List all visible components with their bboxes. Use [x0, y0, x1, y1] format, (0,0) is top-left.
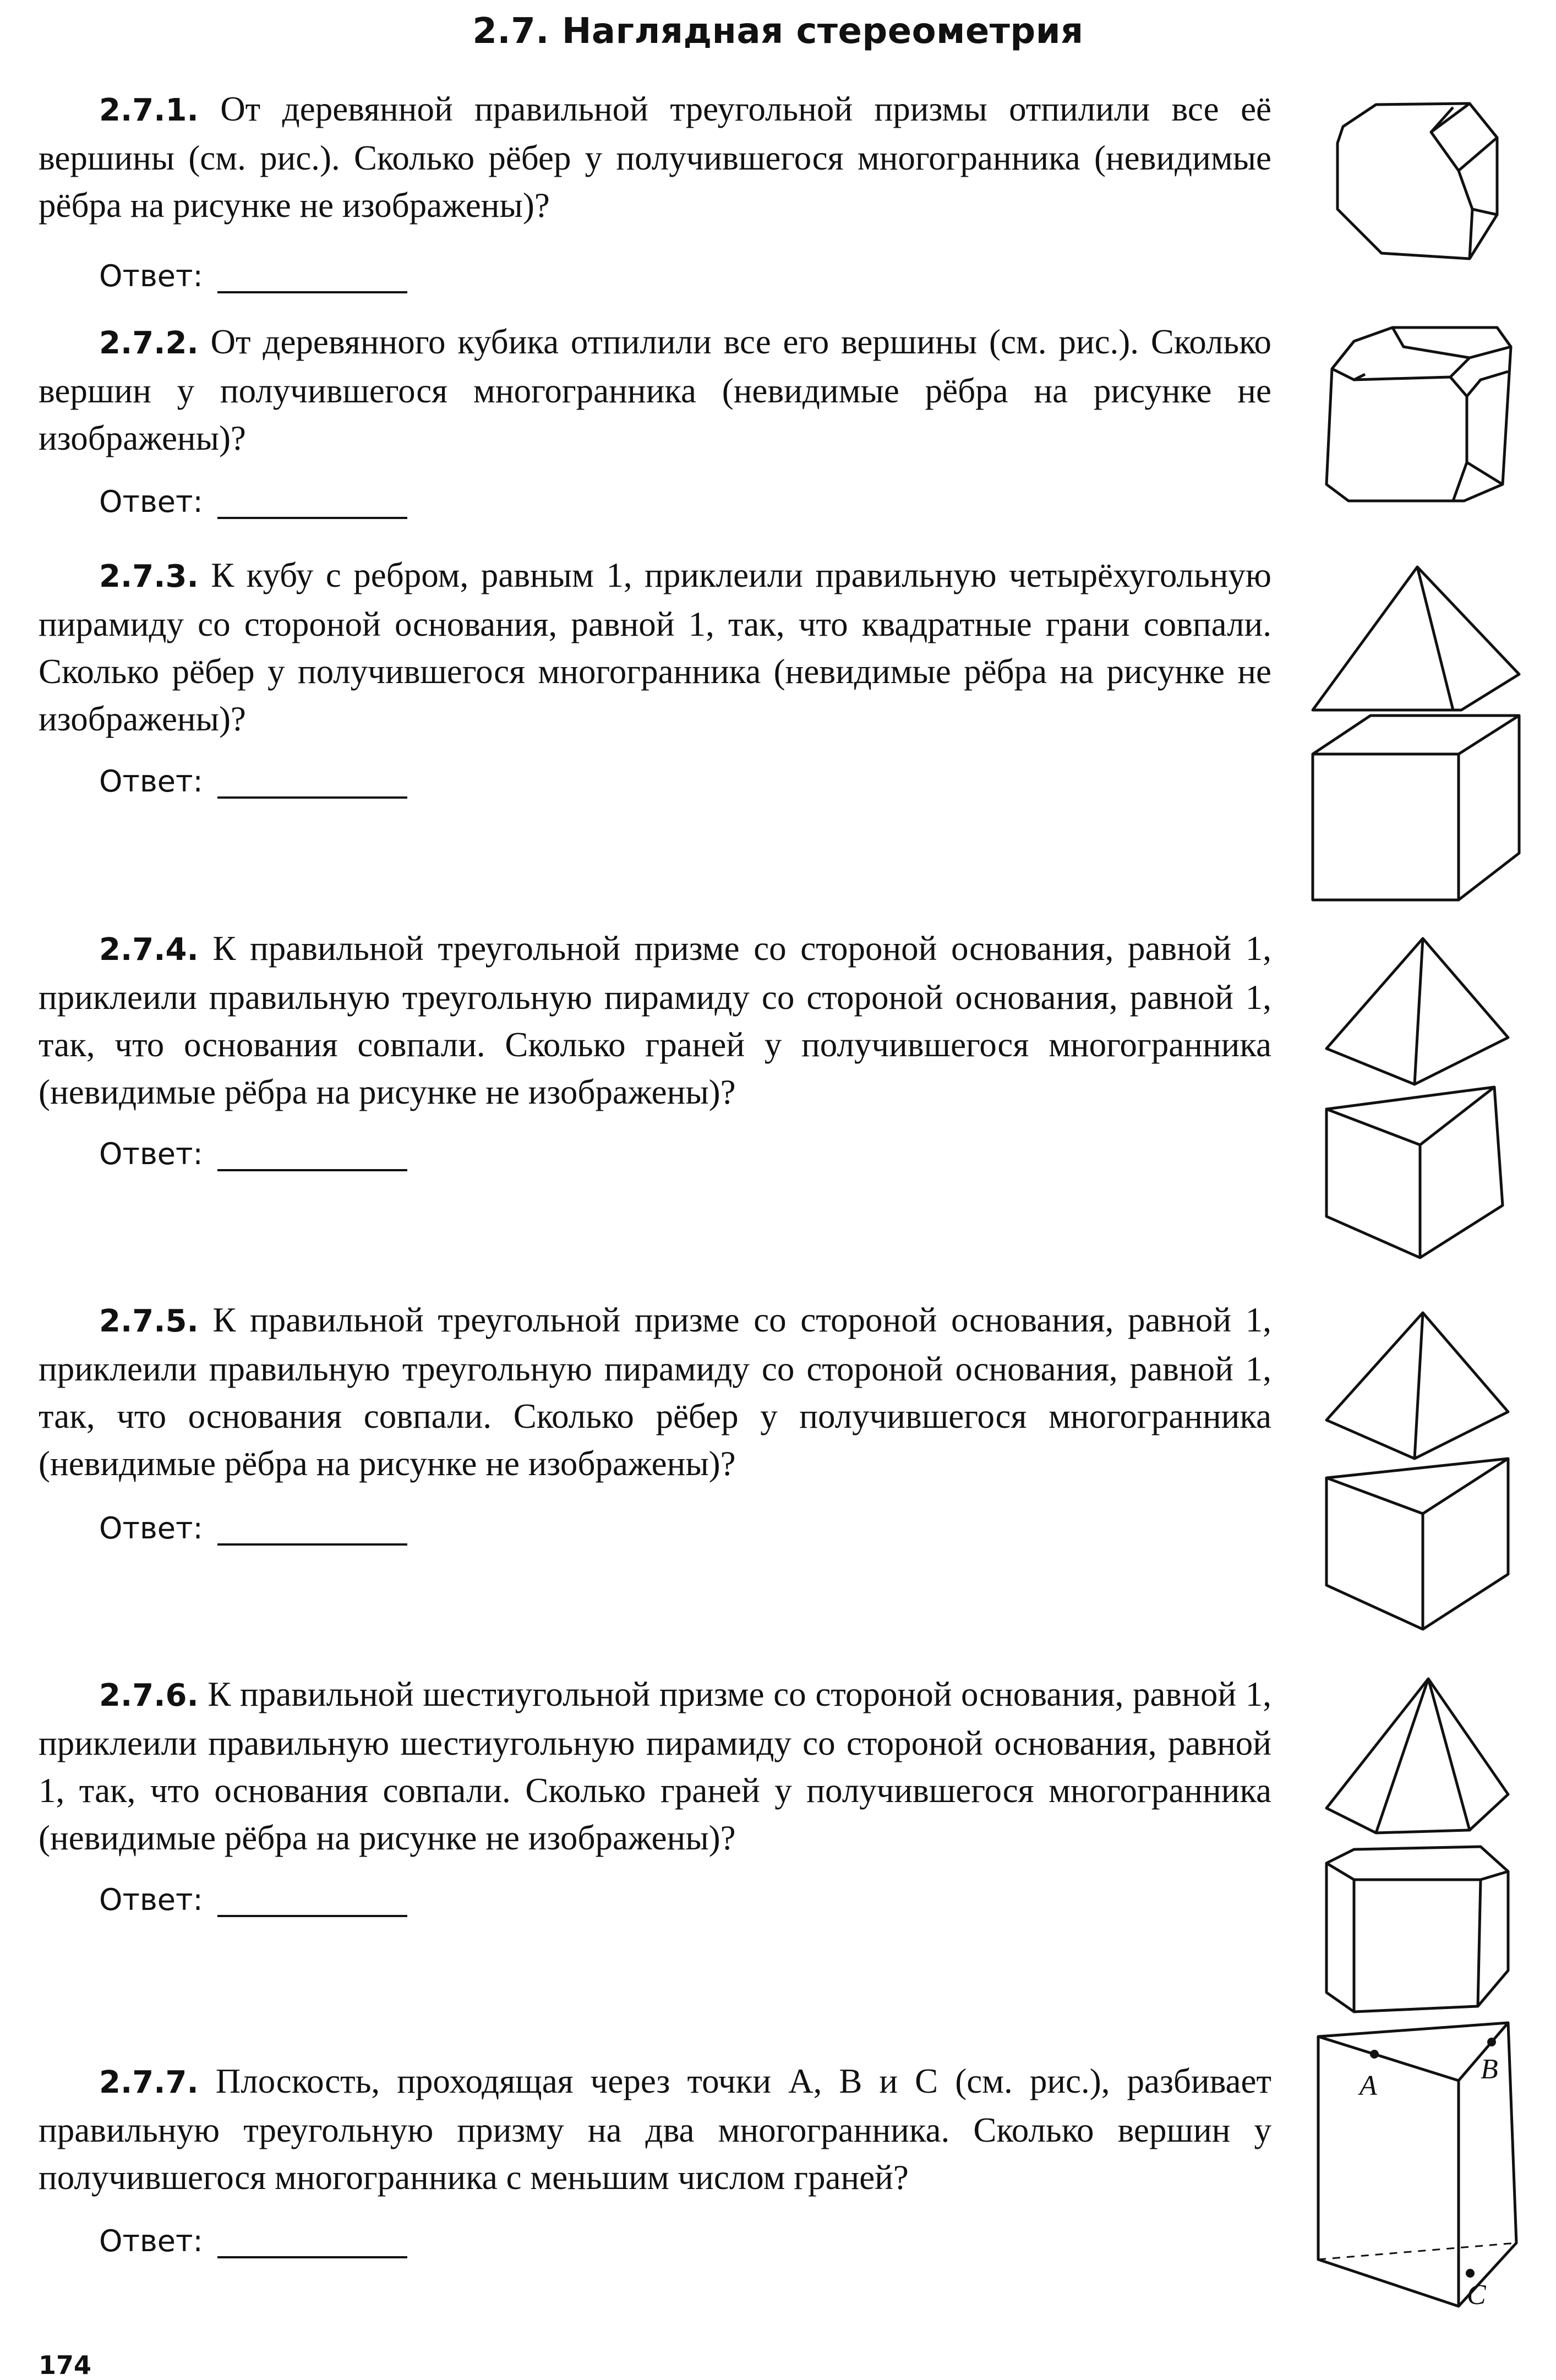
problem-2-7-2: [39, 318, 1271, 462]
problem-text: К правильной треугольной призме со стороной основания, равной 1, приклеили правильную треугольную пирамиду со стороной основания, равной 1, так, что основания совпали. Сколько рёбер у получившегося многогранника (невидимые рёбра на рисунке не изображены)?: [39, 1301, 1272, 1483]
figure-hexagonal-pyramid-and-prism: [1321, 1673, 1519, 2015]
answer-2-7-3: [99, 764, 407, 799]
answer-field[interactable]: [217, 264, 407, 293]
point-a-label: A: [1360, 2070, 1377, 2101]
answer-label: Ответ:: [99, 1137, 203, 1171]
problem-number: 2.7.2.: [99, 325, 199, 361]
problem-2-7-1: [39, 85, 1271, 229]
answer-field[interactable]: [217, 1887, 407, 1917]
figure-truncated-cube: [1321, 325, 1519, 506]
answer-2-7-2: [99, 484, 407, 519]
answer-field[interactable]: [217, 1516, 407, 1546]
problem-2-7-4: [39, 925, 1271, 1116]
answer-field[interactable]: [217, 2229, 407, 2258]
answer-label: Ответ:: [99, 259, 203, 293]
problem-number: 2.7.7.: [99, 2065, 199, 2100]
problem-number: 2.7.5.: [99, 1303, 199, 1339]
answer-2-7-5: [99, 1511, 407, 1546]
problem-text: К кубу с ребром, равным 1, приклеили правильную четырёхугольную пирамиду со стороной основания, равной 1, так, что квадратные грани совпали. Сколько рёбер у получившегося многогранника (невидимые рёбра на рисунке не изображены)?: [39, 556, 1271, 738]
answer-2-7-4: [99, 1137, 407, 1171]
page-title: 2.7. Наглядная стереометрия: [472, 11, 1084, 52]
problem-text: К правильной шестиугольной призме со стороной основания, равной 1, приклеили правильную шестиугольную пирамиду со стороной основания, равной 1, так, что основания совпали. Сколько граней у получившегося многогранника (невидимые рёбра на рисунке не изображены)?: [39, 1675, 1272, 1857]
figure-triangular-pyramid-and-prism: [1315, 930, 1514, 1260]
problem-number: 2.7.6.: [99, 1678, 199, 1713]
problem-number: 2.7.4.: [99, 932, 199, 968]
problem-text: От деревянного кубика отпилили все его вершины (см. рис.). Сколько вершин у получившегося многогранника (невидимые рёбра на рисунке не изображены)?: [39, 323, 1272, 457]
figure-truncated-triangular-prism: [1332, 99, 1508, 264]
point-b-label: B: [1481, 2054, 1498, 2085]
answer-field[interactable]: [217, 489, 407, 519]
answer-2-7-1: [99, 259, 407, 293]
point-b-marker: [1487, 2038, 1496, 2046]
problem-number: 2.7.3.: [99, 559, 199, 594]
problem-number: 2.7.1.: [99, 92, 199, 128]
answer-field[interactable]: [217, 1142, 407, 1171]
answer-label: Ответ:: [99, 2224, 203, 2258]
answer-label: Ответ:: [99, 1882, 203, 1917]
problem-2-7-6: [39, 1671, 1271, 1862]
problem-text: От деревянной правильной треугольной призмы отпилили все её вершины (см. рис.). Сколько рёбер у получившегося многогранника (невидимые рёбра на рисунке не изображены)?: [39, 90, 1271, 225]
answer-2-7-7: [99, 2224, 407, 2258]
problem-2-7-3: [39, 552, 1271, 743]
answer-label: Ответ:: [99, 1511, 203, 1546]
problem-text: Плоскость, проходящая через точки A, B и C (см. рис.), разбивает правильную треугольную призму на два многогранника. Сколько вершин у получившегося многогранника с меньшим числом граней?: [39, 2062, 1272, 2197]
answer-2-7-6: [99, 1882, 407, 1917]
answer-label: Ответ:: [99, 764, 203, 799]
problem-text: К правильной треугольной призме со стороной основания, равной 1, приклеили правильную треугольную пирамиду со стороной основания, равной 1, так, что основания совпали. Сколько граней у получившегося многогранника (невидимые рёбра на рисунке не изображены)?: [39, 929, 1272, 1111]
figure-pyramid-and-cube: [1310, 561, 1530, 903]
figure-triangular-pyramid-and-prism-2: [1315, 1304, 1514, 1635]
problem-2-7-7: [39, 2057, 1271, 2201]
point-c-marker: [1466, 2269, 1475, 2278]
point-c-label: C: [1467, 2279, 1486, 2311]
problem-2-7-5: [39, 1296, 1271, 1487]
answer-label: Ответ:: [99, 484, 203, 519]
answer-field[interactable]: [217, 769, 407, 799]
page-number: 174: [39, 2350, 92, 2380]
point-a-marker: [1370, 2050, 1379, 2059]
